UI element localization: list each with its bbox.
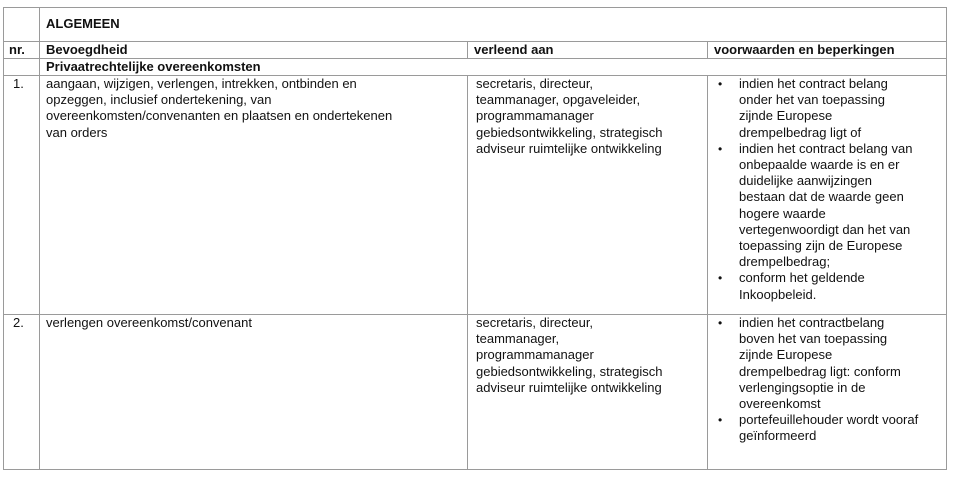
bullet-icon: •: [718, 141, 723, 156]
text-line: bestaan dat de waarde geen: [739, 189, 904, 205]
text-line: programmamanager: [476, 108, 594, 124]
verleend-aan-cell: [468, 76, 708, 315]
voorwaarden-cell: [708, 315, 947, 470]
section-row: [4, 59, 947, 76]
table-title: ALGEMEEN: [40, 8, 947, 42]
text-line: indien het contract belang van: [739, 140, 913, 156]
mandate-table: [3, 7, 947, 470]
bullet-icon: •: [718, 413, 723, 428]
text-line: onder het van toepassing: [739, 92, 885, 108]
text-line: drempelbedrag ligt: conform: [739, 363, 901, 379]
text-line: gebiedsontwikkeling, strategisch: [476, 124, 663, 140]
header-voorwaarden: voorwaarden en beperkingen: [708, 42, 947, 59]
section-title: Privaatrechtelijke overeenkomsten: [40, 59, 947, 76]
text-line: drempelbedrag ligt of: [739, 124, 862, 140]
text-line: portefeuillehouder wordt vooraf: [739, 412, 919, 428]
row-number: 1.: [4, 76, 40, 315]
title-nr-cell: [4, 8, 40, 42]
table-header-row: [4, 42, 947, 59]
text-line: teammanager,: [476, 331, 560, 347]
text-line: overeenkomsten/convenanten en plaatsen en ondertekenen: [46, 108, 393, 124]
text-line: conform het geldende: [739, 270, 865, 286]
table-title-row: [4, 8, 947, 42]
text-line: secretaris, directeur,: [476, 315, 594, 330]
text-line: gebiedsontwikkeling, strategisch: [476, 363, 663, 379]
header-bevoegdheid: Bevoegdheid: [40, 42, 468, 59]
text-line: verlengen overeenkomst/convenant: [46, 315, 252, 330]
text-line: onbepaalde waarde is en er: [739, 157, 900, 173]
header-nr: nr.: [4, 42, 40, 59]
conditions-list: [714, 315, 940, 445]
text-line: vertegenwoordigt dan het van: [739, 221, 911, 237]
text-line: geïnformeerd: [739, 428, 817, 444]
condition-item: [714, 270, 940, 302]
text-line: adviseur ruimtelijke ontwikkeling: [476, 140, 662, 156]
voorwaarden-cell: [708, 76, 947, 315]
text-line: zijnde Europese: [739, 347, 833, 363]
text-line: opzeggen, inclusief ondertekening, van: [46, 92, 272, 108]
table-row: [4, 76, 947, 315]
section-nr-cell: [4, 59, 40, 76]
conditions-list: [714, 76, 940, 303]
bevoegdheid-cell: [40, 76, 468, 315]
text-line: toepassing zijn de Europese: [739, 238, 903, 254]
bullet-icon: •: [718, 77, 723, 91]
condition-item: [714, 315, 940, 412]
text-line: aangaan, wijzigen, verlengen, intrekken, ontbinden en: [46, 76, 357, 91]
text-line: secretaris, directeur,: [476, 76, 594, 91]
text-line: teammanager, opgaveleider,: [476, 92, 641, 108]
text-line: programmamanager: [476, 347, 594, 363]
bullet-icon: •: [718, 271, 723, 286]
verleend-aan-cell: [468, 315, 708, 470]
row-number: 2.: [4, 315, 40, 470]
text-line: duidelijke aanwijzingen: [739, 173, 872, 189]
text-line: drempelbedrag;: [739, 254, 831, 270]
bullet-icon: •: [718, 316, 723, 330]
text-line: van orders: [46, 124, 108, 140]
text-line: adviseur ruimtelijke ontwikkeling: [476, 379, 662, 395]
text-line: overeenkomst: [739, 396, 821, 412]
text-line: verlengingsoptie in de: [739, 379, 866, 395]
condition-item: [714, 141, 940, 271]
condition-item: [714, 412, 940, 444]
condition-item: [714, 76, 940, 141]
bevoegdheid-cell: [40, 315, 468, 470]
text-line: indien het contractbelang: [739, 315, 885, 330]
text-line: Inkoopbeleid.: [739, 286, 817, 302]
text-line: hogere waarde: [739, 205, 826, 221]
text-line: zijnde Europese: [739, 108, 833, 124]
text-line: boven het van toepassing: [739, 331, 888, 347]
table-row: [4, 315, 947, 470]
text-line: indien het contract belang: [739, 76, 888, 91]
header-verleend-aan: verleend aan: [468, 42, 708, 59]
